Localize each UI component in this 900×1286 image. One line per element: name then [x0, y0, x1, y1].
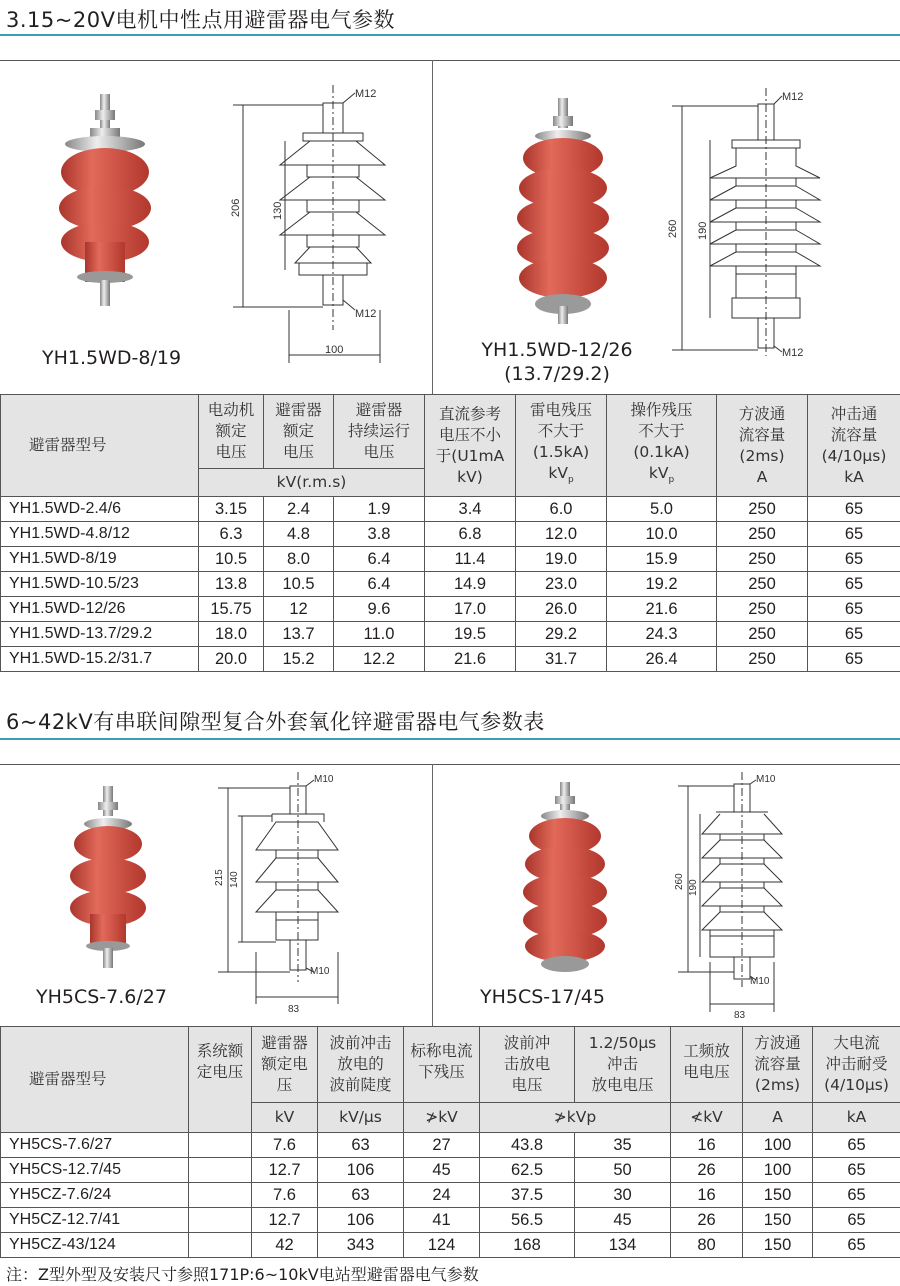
arrester-photo-12-26: [498, 96, 628, 336]
table-row: [1, 1158, 900, 1183]
value-cell: 6.0: [516, 497, 607, 522]
value-cell: 41: [404, 1208, 480, 1233]
value-cell: 150: [743, 1183, 813, 1208]
value-cell: 8.0: [264, 547, 334, 572]
header-continuous-voltage: 避雷器 持续运行 电压: [334, 395, 425, 469]
value-cell: 343: [318, 1233, 404, 1258]
value-cell: 65: [808, 647, 900, 672]
dim-m10-bottom-r: M10: [750, 976, 770, 987]
value-cell: 150: [743, 1208, 813, 1233]
value-cell: 27: [404, 1133, 480, 1158]
dim-190: 190: [697, 221, 709, 240]
table-row: [1, 497, 900, 522]
dim-140: 140: [229, 871, 240, 888]
value-cell: 17.0: [425, 597, 516, 622]
dim-190-b: 190: [688, 879, 699, 896]
dim-215: 215: [214, 869, 225, 886]
dim-m12-bottom-r: M12: [782, 347, 804, 359]
value-cell: [189, 1133, 252, 1158]
value-cell: 14.9: [425, 572, 516, 597]
model-cell: YH1.5WD-10.5/23: [1, 572, 199, 597]
model-cell: YH1.5WD-15.2/31.7: [1, 647, 199, 672]
value-cell: [189, 1208, 252, 1233]
table-row: [1, 647, 900, 672]
value-cell: 10.5: [199, 547, 264, 572]
value-cell: 10.0: [607, 522, 717, 547]
dim-130: 130: [272, 201, 284, 220]
value-cell: 2.4: [264, 497, 334, 522]
value-cell: 15.9: [607, 547, 717, 572]
value-cell: 7.6: [252, 1183, 318, 1208]
table-row: [1, 522, 900, 547]
value-cell: 45: [575, 1208, 671, 1233]
spec-table-2: [0, 1026, 900, 1258]
caption-yh5cs-7-6-27: YH5CS-7.6/27: [36, 986, 167, 1008]
value-cell: [189, 1158, 252, 1183]
value-cell: 29.2: [516, 622, 607, 647]
value-cell: 15.75: [199, 597, 264, 622]
spec-table-1: [0, 394, 900, 672]
value-cell: 65: [808, 497, 900, 522]
value-cell: 6.3: [199, 522, 264, 547]
value-cell: 50: [575, 1158, 671, 1183]
value-cell: 168: [480, 1233, 575, 1258]
arrester-photo-17-45: [505, 780, 625, 980]
header-lightning-residual: 雷电残压 不大于 (1.5kA) $kV_p$: [516, 395, 607, 497]
value-cell: 11.0: [334, 622, 425, 647]
value-cell: 3.4: [425, 497, 516, 522]
value-cell: 250: [717, 547, 808, 572]
table-row: [1, 572, 900, 597]
figure-divider: [432, 60, 433, 394]
value-cell: 12: [264, 597, 334, 622]
header-high-current: 大电流 冲击耐受 (4/10μs): [813, 1027, 900, 1103]
title-underline-2: [0, 738, 900, 740]
dim-m10-top-r: M10: [756, 774, 776, 785]
caption-line-1: YH1.5WD-12/26: [481, 339, 633, 361]
unit-ka: kA: [813, 1103, 900, 1133]
value-cell: 18.0: [199, 622, 264, 647]
table-row: [1, 622, 900, 647]
value-cell: 19.5: [425, 622, 516, 647]
value-cell: 250: [717, 597, 808, 622]
value-cell: 6.8: [425, 522, 516, 547]
value-cell: 45: [404, 1158, 480, 1183]
dim-m10-top: M10: [314, 774, 334, 785]
caption-yh1-5wd-8-19: YH1.5WD-8/19: [42, 347, 182, 369]
value-cell: 65: [813, 1158, 900, 1183]
title-underline: [0, 34, 900, 36]
model-cell: YH1.5WD-8/19: [1, 547, 199, 572]
value-cell: 26: [671, 1158, 743, 1183]
value-cell: 63: [318, 1183, 404, 1208]
value-cell: 24.3: [607, 622, 717, 647]
table-row: [1, 1133, 900, 1158]
value-cell: 26: [671, 1208, 743, 1233]
value-cell: 65: [808, 522, 900, 547]
header-wave-front-discharge: 波前冲 击放电 电压: [480, 1027, 575, 1103]
header-rated-voltage: 避雷器 额定 电压: [264, 395, 334, 469]
header-dc-reference: 直流参考 电压不小 于(U1mA kV): [425, 395, 516, 497]
model-cell: YH1.5WD-2.4/6: [1, 497, 199, 522]
header-wave-steepness: 波前冲击 放电的 波前陡度: [318, 1027, 404, 1103]
value-cell: 21.6: [607, 597, 717, 622]
value-cell: 13.8: [199, 572, 264, 597]
value-cell: 3.15: [199, 497, 264, 522]
header-model: 避雷器型号: [1, 395, 199, 497]
value-cell: 250: [717, 572, 808, 597]
dimension-drawing-8-19: [225, 85, 395, 365]
header-power-frequency: 工频放 电电压: [671, 1027, 743, 1103]
value-cell: 106: [318, 1208, 404, 1233]
value-cell: 100: [743, 1133, 813, 1158]
value-cell: 65: [813, 1133, 900, 1158]
value-cell: 65: [808, 597, 900, 622]
dimension-drawing-17-45: [670, 772, 840, 1022]
figure-divider-2: [432, 764, 433, 1026]
value-cell: 80: [671, 1233, 743, 1258]
model-cell: YH5CZ-12.7/41: [1, 1208, 189, 1233]
model-cell: YH5CS-7.6/27: [1, 1133, 189, 1158]
value-cell: 3.8: [334, 522, 425, 547]
value-cell: 100: [743, 1158, 813, 1183]
value-cell: 150: [743, 1233, 813, 1258]
value-cell: 62.5: [480, 1158, 575, 1183]
value-cell: 21.6: [425, 647, 516, 672]
header-system-voltage: 系统额 定电压: [189, 1027, 252, 1133]
value-cell: 19.0: [516, 547, 607, 572]
value-cell: 31.7: [516, 647, 607, 672]
value-cell: 26.4: [607, 647, 717, 672]
table-row: [1, 597, 900, 622]
value-cell: 65: [808, 572, 900, 597]
header-rated-voltage-2: 避雷器 额定电 压: [252, 1027, 318, 1103]
dim-m10-bottom: M10: [310, 966, 330, 977]
header-motor-voltage: 电动机 额定 电压: [199, 395, 264, 469]
model-cell: YH1.5WD-13.7/29.2: [1, 622, 199, 647]
value-cell: 250: [717, 522, 808, 547]
unit-max-kvp: ≯kVp: [480, 1103, 671, 1133]
header-square-wave-2: 方波通 流容量 (2ms): [743, 1027, 813, 1103]
unit-max-kv: ≯kV: [404, 1103, 480, 1133]
header-unit-rms: kV(r.m.s): [199, 469, 425, 497]
section-2-title: 6~42kV有串联间隙型复合外套氧化锌避雷器电气参数表: [6, 710, 545, 734]
value-cell: 65: [813, 1183, 900, 1208]
header-square-wave: 方波通 流容量 (2ms) A: [717, 395, 808, 497]
value-cell: [189, 1233, 252, 1258]
value-cell: 56.5: [480, 1208, 575, 1233]
value-cell: 20.0: [199, 647, 264, 672]
value-cell: 106: [318, 1158, 404, 1183]
value-cell: 43.8: [480, 1133, 575, 1158]
dim-m12-top: M12: [355, 88, 377, 100]
value-cell: 6.4: [334, 572, 425, 597]
dimension-drawing-7-6-27: [210, 772, 370, 1012]
unit-a: A: [743, 1103, 813, 1133]
footnote: 注：Z型外型及安装尺寸参照171P:6~10kV电站型避雷器电气参数: [6, 1265, 479, 1284]
value-cell: 12.7: [252, 1158, 318, 1183]
model-cell: YH5CS-12.7/45: [1, 1158, 189, 1183]
value-cell: 6.4: [334, 547, 425, 572]
value-cell: 12.7: [252, 1208, 318, 1233]
value-cell: 30: [575, 1183, 671, 1208]
value-cell: 9.6: [334, 597, 425, 622]
model-cell: YH1.5WD-12/26: [1, 597, 199, 622]
header-impulse-discharge: 1.2/50μs 冲击 放电电压: [575, 1027, 671, 1103]
dim-83: 83: [288, 1004, 300, 1012]
arrester-photo-7-6-27: [48, 784, 168, 974]
value-cell: 26.0: [516, 597, 607, 622]
dim-83-r: 83: [734, 1010, 746, 1021]
unit-kv-us: kV/μs: [318, 1103, 404, 1133]
value-cell: 250: [717, 497, 808, 522]
value-cell: 42: [252, 1233, 318, 1258]
value-cell: 5.0: [607, 497, 717, 522]
value-cell: 12.2: [334, 647, 425, 672]
value-cell: 15.2: [264, 647, 334, 672]
caption-yh1-5wd-12-26: [462, 338, 652, 386]
value-cell: 250: [717, 622, 808, 647]
arrester-photo-8-19: [40, 92, 170, 312]
model-cell: YH5CZ-43/124: [1, 1233, 189, 1258]
dim-m12-top-r: M12: [782, 91, 804, 103]
value-cell: 19.2: [607, 572, 717, 597]
value-cell: 134: [575, 1233, 671, 1258]
value-cell: 65: [808, 622, 900, 647]
value-cell: 23.0: [516, 572, 607, 597]
value-cell: 12.0: [516, 522, 607, 547]
dim-260-b: 260: [674, 873, 685, 890]
value-cell: 24: [404, 1183, 480, 1208]
model-cell: YH1.5WD-4.8/12: [1, 522, 199, 547]
header-model-2: 避雷器型号: [1, 1027, 189, 1133]
dim-260: 260: [667, 219, 679, 238]
header-impulse: 冲击通 流容量 (4/10μs) kA: [808, 395, 900, 497]
table-row: [1, 547, 900, 572]
table-row: [1, 1208, 900, 1233]
unit-min-kv: ≮kV: [671, 1103, 743, 1133]
table-row: [1, 1183, 900, 1208]
value-cell: 1.9: [334, 497, 425, 522]
value-cell: 10.5: [264, 572, 334, 597]
unit-kv: kV: [252, 1103, 318, 1133]
value-cell: 250: [717, 647, 808, 672]
value-cell: 65: [808, 547, 900, 572]
caption-yh5cs-17-45: YH5CS-17/45: [480, 986, 605, 1008]
dimension-drawing-12-26: [660, 88, 840, 368]
value-cell: 7.6: [252, 1133, 318, 1158]
model-cell: YH5CZ-7.6/24: [1, 1183, 189, 1208]
value-cell: 11.4: [425, 547, 516, 572]
value-cell: [189, 1183, 252, 1208]
value-cell: 16: [671, 1183, 743, 1208]
dim-100: 100: [325, 344, 344, 356]
header-switching-residual: 操作残压 不大于 (0.1kA) $kV_p$: [607, 395, 717, 497]
value-cell: 16: [671, 1133, 743, 1158]
value-cell: 13.7: [264, 622, 334, 647]
header-nominal-residual: 标称电流 下残压: [404, 1027, 480, 1103]
dim-206: 206: [230, 198, 242, 217]
value-cell: 37.5: [480, 1183, 575, 1208]
value-cell: 65: [813, 1233, 900, 1258]
caption-line-2: (13.7/29.2): [504, 363, 610, 385]
value-cell: 65: [813, 1208, 900, 1233]
value-cell: 124: [404, 1233, 480, 1258]
section-1-title: 3.15~20V电机中性点用避雷器电气参数: [6, 8, 395, 32]
value-cell: 4.8: [264, 522, 334, 547]
value-cell: 63: [318, 1133, 404, 1158]
value-cell: 35: [575, 1133, 671, 1158]
table-row: [1, 1233, 900, 1258]
dim-m12-bottom: M12: [355, 308, 377, 320]
